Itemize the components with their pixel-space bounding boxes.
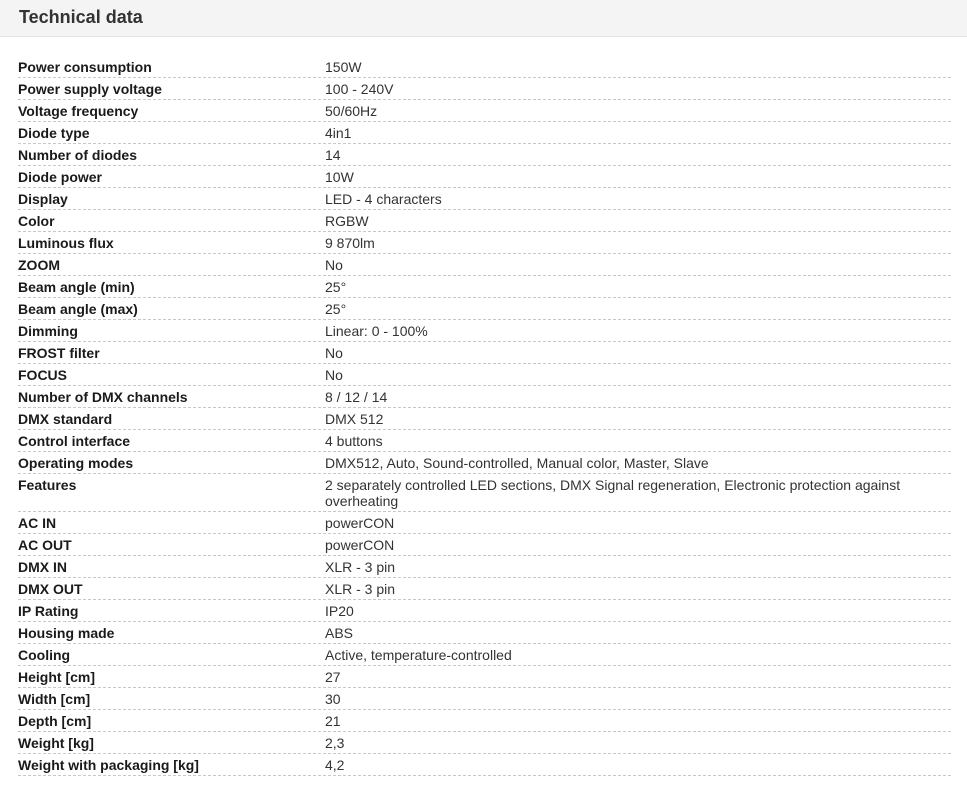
spec-row xyxy=(18,364,951,386)
spec-label: DMX IN xyxy=(18,559,67,575)
spec-value: 2 separately controlled LED sections, DMX Signal regeneration, Electronic protection against overheating xyxy=(325,477,901,509)
spec-label: Housing made xyxy=(18,625,115,641)
spec-value: No xyxy=(325,345,343,361)
spec-value: 100 - 240V xyxy=(325,81,394,97)
spec-label: Weight [kg] xyxy=(18,735,94,751)
spec-row xyxy=(18,452,951,474)
technical-data-table xyxy=(18,56,951,776)
spec-label: Power consumption xyxy=(18,59,152,75)
spec-value: XLR - 3 pin xyxy=(325,559,396,575)
spec-row xyxy=(18,688,951,710)
spec-label: Cooling xyxy=(18,647,71,663)
spec-row xyxy=(18,644,951,666)
spec-value: 150W xyxy=(325,59,362,75)
spec-label: Features xyxy=(18,477,77,493)
spec-label: Height [cm] xyxy=(18,669,95,685)
spec-row xyxy=(18,276,951,298)
section-header xyxy=(0,0,967,37)
spec-value: No xyxy=(325,367,343,383)
spec-row xyxy=(18,666,951,688)
spec-value: 25° xyxy=(325,279,347,295)
spec-value: 21 xyxy=(325,713,341,729)
spec-value: XLR - 3 pin xyxy=(325,581,396,597)
spec-row xyxy=(18,578,951,600)
spec-row xyxy=(18,754,951,776)
spec-value: 9 870lm xyxy=(325,235,375,251)
spec-row xyxy=(18,188,951,210)
section-title: Technical data xyxy=(19,7,143,27)
spec-row xyxy=(18,622,951,644)
spec-value: 14 xyxy=(325,147,341,163)
spec-label: Color xyxy=(18,213,55,229)
spec-row xyxy=(18,512,951,534)
spec-label: Display xyxy=(18,191,68,207)
spec-value: powerCON xyxy=(325,537,395,553)
spec-label: Operating modes xyxy=(18,455,134,471)
spec-label: Width [cm] xyxy=(18,691,91,707)
spec-value: 27 xyxy=(325,669,341,685)
spec-value: powerCON xyxy=(325,515,395,531)
spec-row xyxy=(18,534,951,556)
spec-label: FOCUS xyxy=(18,367,67,383)
spec-value: 2,3 xyxy=(325,735,345,751)
spec-value: 4in1 xyxy=(325,125,352,141)
spec-value: Linear: 0 - 100% xyxy=(325,323,428,339)
spec-row xyxy=(18,254,951,276)
spec-label: Diode type xyxy=(18,125,90,141)
spec-label: Control interface xyxy=(18,433,131,449)
spec-row xyxy=(18,122,951,144)
spec-label: Power supply voltage xyxy=(18,81,162,97)
spec-label: Number of diodes xyxy=(18,147,138,163)
spec-value: 50/60Hz xyxy=(325,103,378,119)
spec-label: AC IN xyxy=(18,515,57,531)
spec-value: IP20 xyxy=(325,603,354,619)
spec-label: DMX standard xyxy=(18,411,113,427)
spec-row xyxy=(18,78,951,100)
spec-row xyxy=(18,56,951,78)
spec-label: Weight with packaging [kg] xyxy=(18,757,199,773)
spec-value: DMX512, Auto, Sound-controlled, Manual color, Master, Slave xyxy=(325,455,709,471)
spec-value: 10W xyxy=(325,169,354,185)
spec-label: Beam angle (min) xyxy=(18,279,135,295)
spec-value: DMX 512 xyxy=(325,411,384,427)
spec-label: Dimming xyxy=(18,323,78,339)
spec-label: Voltage frequency xyxy=(18,103,139,119)
spec-label: IP Rating xyxy=(18,603,79,619)
spec-value: 4,2 xyxy=(325,757,345,773)
spec-row xyxy=(18,474,951,512)
spec-row xyxy=(18,298,951,320)
spec-row xyxy=(18,342,951,364)
spec-value: ABS xyxy=(325,625,354,641)
spec-value: 25° xyxy=(325,301,347,317)
spec-row xyxy=(18,600,951,622)
spec-value: No xyxy=(325,257,343,273)
spec-label: Depth [cm] xyxy=(18,713,92,729)
spec-row xyxy=(18,100,951,122)
spec-row xyxy=(18,232,951,254)
spec-value: 8 / 12 / 14 xyxy=(325,389,388,405)
spec-value: Active, temperature-controlled xyxy=(325,647,512,663)
spec-label: ZOOM xyxy=(18,257,60,273)
spec-label: Number of DMX channels xyxy=(18,389,188,405)
spec-row xyxy=(18,732,951,754)
spec-row xyxy=(18,710,951,732)
spec-row xyxy=(18,166,951,188)
spec-value: 30 xyxy=(325,691,341,707)
spec-value: LED - 4 characters xyxy=(325,191,442,207)
spec-row xyxy=(18,556,951,578)
spec-row xyxy=(18,320,951,342)
spec-label: DMX OUT xyxy=(18,581,83,597)
spec-row xyxy=(18,408,951,430)
spec-label: Diode power xyxy=(18,169,103,185)
spec-row xyxy=(18,210,951,232)
spec-value: RGBW xyxy=(325,213,369,229)
spec-row xyxy=(18,430,951,452)
spec-label: FROST filter xyxy=(18,345,100,361)
spec-label: Beam angle (max) xyxy=(18,301,138,317)
spec-row xyxy=(18,144,951,166)
spec-label: AC OUT xyxy=(18,537,72,553)
spec-value: 4 buttons xyxy=(325,433,383,449)
spec-label: Luminous flux xyxy=(18,235,114,251)
spec-row xyxy=(18,386,951,408)
